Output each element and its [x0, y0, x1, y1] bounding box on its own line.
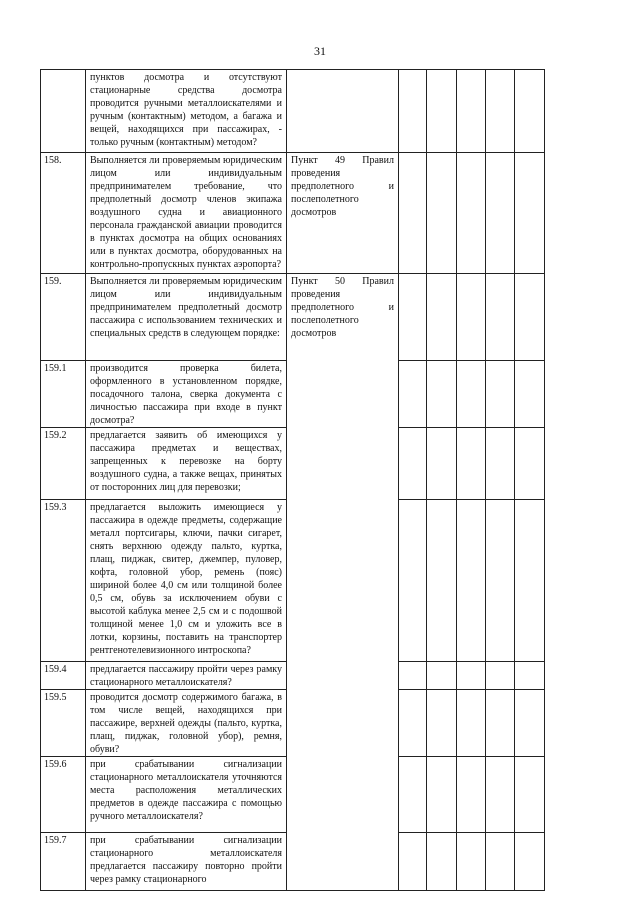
answer-cell — [486, 690, 515, 757]
answer-cell — [486, 662, 515, 690]
answer-cell — [457, 833, 486, 891]
answer-cell — [427, 662, 457, 690]
answer-cell — [427, 274, 457, 361]
answer-cell — [486, 361, 515, 428]
answer-cell — [515, 70, 545, 153]
answer-cell — [457, 153, 486, 274]
answer-cell — [457, 757, 486, 833]
answer-cell — [399, 500, 427, 662]
requirement-text: пунктов досмотра и отсутствуют стационарные средства досмотра проводится ручными металлоискателями и ручным (контактным) методом, а багажа и вещей, находящихся при пассажирах, - только ручным (контактным) методом? — [86, 70, 287, 153]
answer-cell — [457, 70, 486, 153]
answer-cell — [399, 662, 427, 690]
answer-cell — [427, 833, 457, 891]
answer-cell — [515, 833, 545, 891]
item-number: 159.4 — [41, 662, 86, 690]
answer-cell — [399, 757, 427, 833]
table-row — [41, 153, 545, 274]
answer-cell — [457, 274, 486, 361]
table-row — [41, 70, 545, 153]
answer-cell — [427, 500, 457, 662]
answer-cell — [427, 361, 457, 428]
answer-cell — [486, 70, 515, 153]
table-row — [41, 274, 545, 361]
requirement-text: предлагается пассажиру пройти через рамку стационарного металлоискателя? — [86, 662, 287, 690]
answer-cell — [486, 757, 515, 833]
item-number: 159.1 — [41, 361, 86, 428]
item-number: 158. — [41, 153, 86, 274]
answer-cell — [515, 274, 545, 361]
answer-cell — [399, 153, 427, 274]
answer-cell — [457, 428, 486, 500]
answer-cell — [457, 662, 486, 690]
answer-cell — [486, 274, 515, 361]
item-number: 159.7 — [41, 833, 86, 891]
item-number: 159.6 — [41, 757, 86, 833]
answer-cell — [427, 757, 457, 833]
legal-reference: Пункт 50 Правил проведения предполетного и послеполетного досмотров — [287, 274, 399, 891]
requirement-text: при срабатывании сигнализации стационарного металлоискателя уточняются места расположения металлических предметов в одежде пассажира с помощью ручного металлоискателя? — [86, 757, 287, 833]
answer-cell — [515, 153, 545, 274]
answer-cell — [427, 153, 457, 274]
answer-cell — [515, 690, 545, 757]
answer-cell — [457, 361, 486, 428]
requirement-text: Выполняется ли проверяемым юридическим лицом или индивидуальным предпринимателем предполетный досмотр пассажира с использованием технических и специальных средств в следующем порядке: — [86, 274, 287, 361]
requirement-text: производится проверка билета, оформленного в установленном порядке, посадочного талона, сверка документа с личностью пассажира при входе в пункт досмотра? — [86, 361, 287, 428]
answer-cell — [515, 500, 545, 662]
answer-cell — [399, 274, 427, 361]
answer-cell — [427, 70, 457, 153]
answer-cell — [457, 690, 486, 757]
requirement-text: проводится досмотр содержимого багажа, в том числе вещей, находящихся при пассажире, верхней одежды (пальто, куртка, плащ, пиджак, головной убор), ремня, обуви? — [86, 690, 287, 757]
legal-reference: Пункт 49 Правил проведения предполетного и послеполетного досмотров — [287, 153, 399, 274]
item-number: 159.3 — [41, 500, 86, 662]
requirement-text: предлагается заявить об имеющихся у пассажира предметах и веществах, запрещенных к перевозке на борту воздушного судна, а также вещах, принятых от посторонних лиц для перевозки; — [86, 428, 287, 500]
requirement-text: Выполняется ли проверяемым юридическим лицом или индивидуальным предпринимателем требование, что предполетный досмотр членов экипажа воздушного судна и авиационного персонала гражданской авиации проводится в пунктах досмотра на общих основаниях или в пунктах досмотра, оборудованных на контрольно-пропускных пунктах аэропорта? — [86, 153, 287, 274]
checklist-table — [40, 69, 545, 891]
answer-cell — [486, 428, 515, 500]
answer-cell — [486, 500, 515, 662]
answer-cell — [515, 662, 545, 690]
item-number: 159.5 — [41, 690, 86, 757]
answer-cell — [427, 690, 457, 757]
answer-cell — [399, 361, 427, 428]
answer-cell — [399, 833, 427, 891]
item-number: 159. — [41, 274, 86, 361]
legal-reference — [287, 70, 399, 153]
answer-cell — [486, 153, 515, 274]
page-number: 31 — [314, 44, 326, 58]
requirement-text: предлагается выложить имеющиеся у пассажира в одежде предметы, содержащие металл портсигары, ключи, пачки сигарет, снять верхнюю одежду пальто, куртка, плащ, пиджак, свитер, джемпер, пуловер, кофта, головной убор, ремень (пояс) шириной более 4,0 см или толщиной более 0,5 см, обувь за исключением обуви с высотой каблука менее 2,5 см и с подошвой толщиной менее 1,0 см и уложить все в лотки, корзины, поставить на транспортер рентгенотелевизионного интроскопа? — [86, 500, 287, 662]
answer-cell — [399, 690, 427, 757]
answer-cell — [515, 428, 545, 500]
answer-cell — [457, 500, 486, 662]
requirement-text: при срабатывании сигнализации стационарного металлоискателя предлагается пассажиру повторно пройти через рамку стационарного — [86, 833, 287, 891]
answer-cell — [399, 428, 427, 500]
answer-cell — [515, 361, 545, 428]
answer-cell — [486, 833, 515, 891]
item-number: 159.2 — [41, 428, 86, 500]
answer-cell — [515, 757, 545, 833]
answer-cell — [399, 70, 427, 153]
item-number — [41, 70, 86, 153]
answer-cell — [427, 428, 457, 500]
